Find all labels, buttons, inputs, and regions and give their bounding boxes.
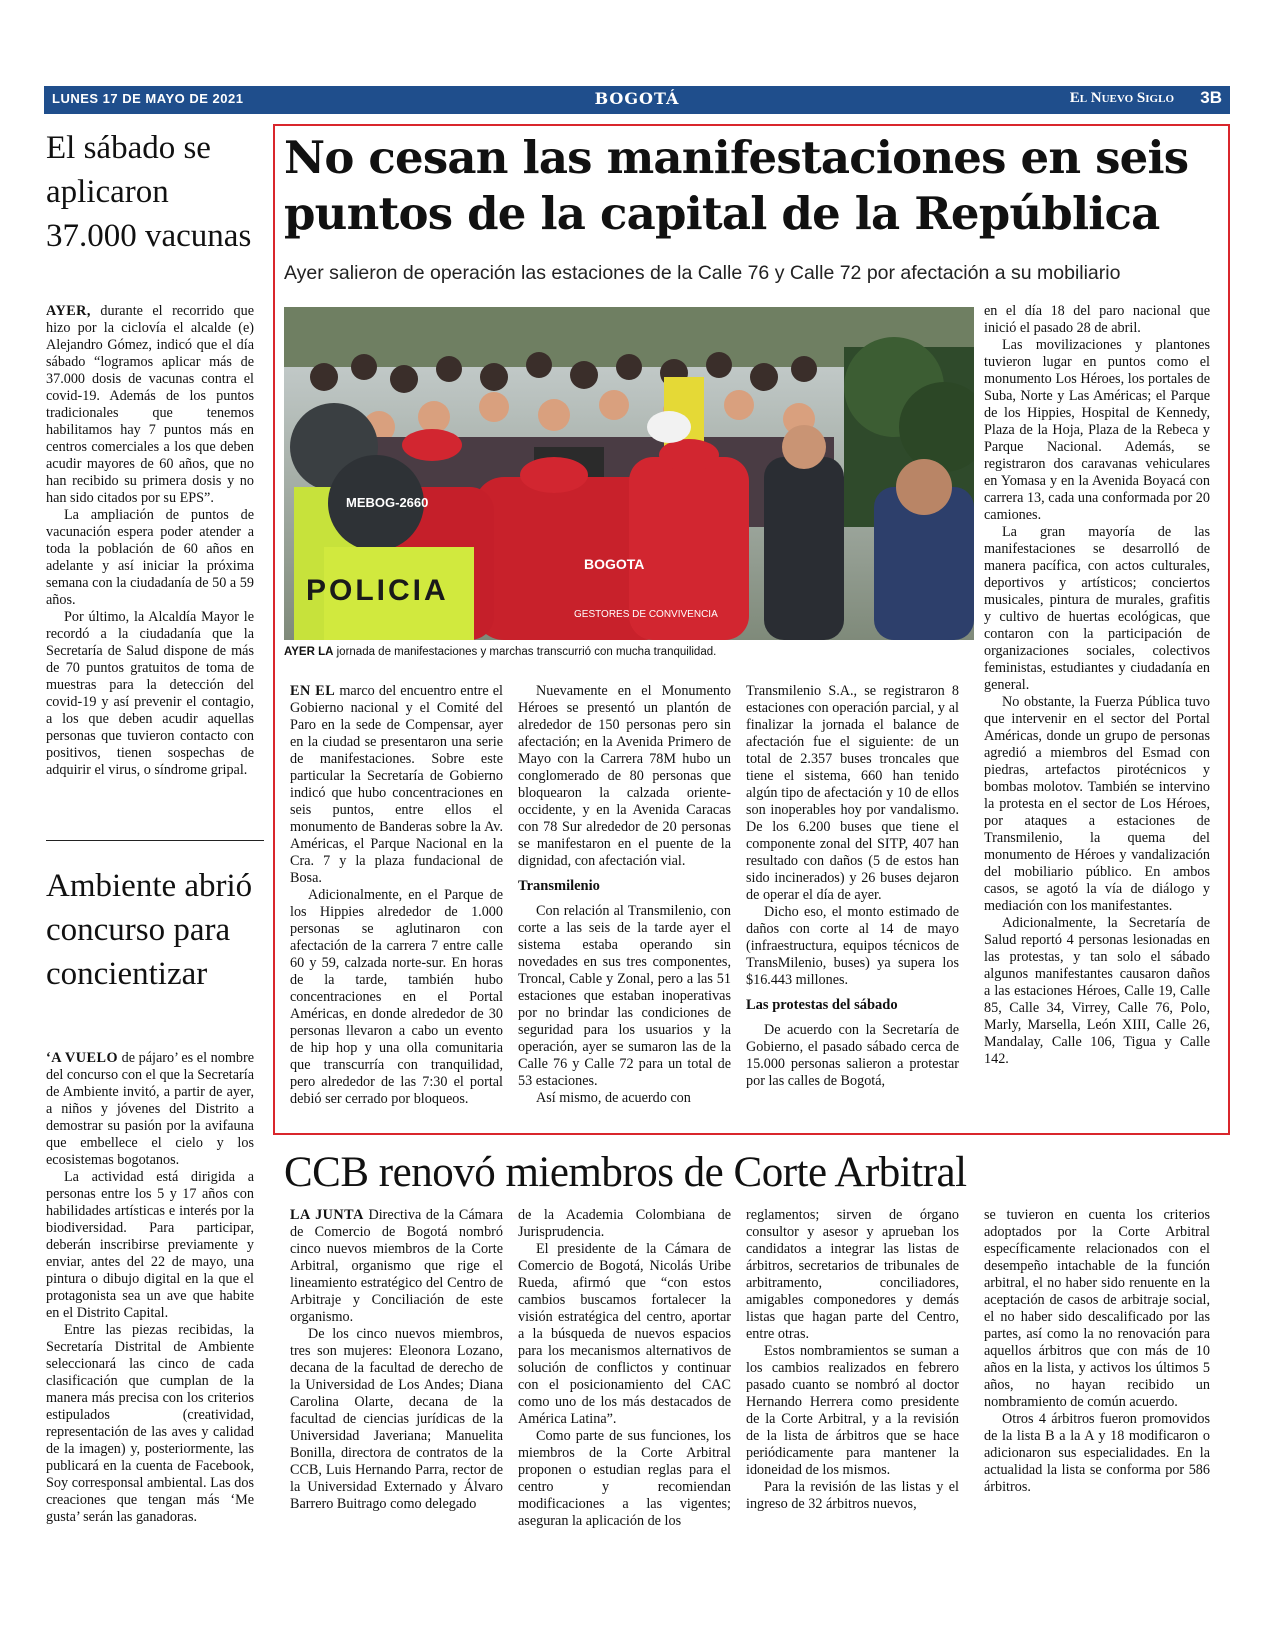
subhead-protestas: Las protestas del sábado — [746, 997, 898, 1013]
ccb-column-1 — [290, 1207, 503, 1513]
main-deck: Ayer salieron de operación las estaciones de la Calle 76 y Calle 72 por afectación a su mobiliario — [284, 262, 1121, 284]
caption-text: jornada de manifestaciones y marchas transcurrió con mucha tranquilidad. — [333, 646, 717, 658]
ccb-paragraph: Para la revisión de las listas y el ingreso de 32 árbitros nuevos, — [746, 1479, 959, 1512]
main-column-3 — [746, 683, 959, 1090]
main-paragraph: Adicionalmente, la Secretaría de Salud reportó 4 personas lesionadas en las protestas, y tan solo el sábado algunos manifestantes causaron daños a las estaciones Héroes, Calle 19, Calle 85, Calle 34, Virrey, Calle 76, Polo, Marly, Marsella, León XIII, Calle 26, Mandalay, Calle 106, Tigua y Calle 142. — [984, 915, 1210, 1067]
main-paragraph — [290, 683, 503, 887]
photo-caption — [284, 646, 974, 658]
section-name: BOGOTÁ — [594, 89, 680, 108]
main-column-4 — [984, 303, 1210, 1068]
main-paragraph: Dicho eso, el monto estimado de daños con corte al 14 de mayo (infraestructura, equipos técnicos de TransMilenio, buses) ya supera los $16.443 millones. — [746, 904, 959, 988]
main-paragraph: No obstante, la Fuerza Pública tuvo que intervenir en el sector del Portal Américas, donde un grupo de personas agredió a miembros del Esmad con piedras, artefactos pirotécnicos y bombas molotov. También se intervino la protesta en el sector de Los Héroes, por ataques a estaciones de Transmilenio, la quema del monumento de Héroes y vandalización del mobiliario público. En ambos casos, se agotó la vía de diálogo y mediación con los manifestantes. — [984, 694, 1210, 914]
main-paragraph: Las movilizaciones y plantones tuvieron lugar en puntos como el monumento Los Héroes, los portales de Suba, Norte y Las Américas; el Parque de los Hippies, Hospital de Kennedy, Plaza de la Hoja, Plaza de la Rebeca y Parque Nacional. Además, se registraron dos caravanas vehiculares en Yomasa y en la Avenida Boyacá con carrera 13, cada una conformada por 20 camiones. — [984, 337, 1210, 523]
ccb-column-4 — [984, 1207, 1210, 1496]
ccb-paragraph: Otros 4 árbitros fueron promovidos de la lista B a la A y 18 modificaron o adicionaron sus especialidades. En la actualidad la lista se conforma por 586 árbitros. — [984, 1411, 1210, 1495]
ccb-headline: CCB renovó miembros de Corte Arbitral — [284, 1149, 967, 1196]
ambiente-paragraph: Entre las piezas recibidas, la Secretaría Distrital de Ambiente seleccionará las cinco de cada clasificación que cumplan de la manera más precisa con los criterios estipulados (creatividad, representación de las aves y calidad de la imagen) y, posteriormente, las publicará en la cuenta de Facebook, Soy corresponsal ambiental. Las dos creaciones que tengan más ‘Me gusta’ serán las ganadoras. — [46, 1322, 254, 1525]
ccb-paragraph: de la Academia Colombiana de Jurisprudencia. — [518, 1207, 731, 1240]
ambiente-headline: Ambiente abrió concurso para concientizar — [46, 868, 253, 992]
main-paragraph: Así mismo, de acuerdo con — [536, 1090, 691, 1106]
jacket-label: BOGOTA — [584, 556, 645, 572]
main-paragraph: De acuerdo con la Secretaría de Gobierno, el pasado sábado cerca de 15.000 personas salieron a protestar por las calles de Bogotá, — [746, 1022, 959, 1089]
ccb-column-3 — [746, 1207, 959, 1513]
issue-date: LUNES 17 DE MAYO DE 2021 — [52, 91, 244, 106]
ambiente-lead: ‘A VUELO — [46, 1050, 119, 1066]
main-paragraph: en el día 18 del paro nacional que inició el pasado 28 de abril. — [984, 303, 1210, 336]
newspaper-name: El Nuevo Siglo — [1069, 90, 1174, 106]
subhead-transmilenio: Transmilenio — [518, 878, 600, 894]
vacunas-lead: AYER, — [46, 303, 91, 319]
main-text: marco del encuentro entre el Gobierno nacional y el Comité del Paro en la sede de Compensar, ayer en la ciudad se presentaron una serie de manifestaciones. Sobre este particular la Secretaría de Gobierno indicó que hubo concentraciones en seis puntos, entre ellos el monumento de Banderas sobre la Av. Américas, el Parque Nacional en la Cra. 7 y la plaza fundacional de Bosa. — [290, 683, 503, 886]
ccb-paragraph: El presidente de la Cámara de Comercio de Bogotá, Nicolás Uribe Rueda, afirmó que “con estos cambios buscamos fortalecer la visión estratégica del centro, aportar a la búsqueda de nuevos espacios para los mecanismos alternativos de solución de conflictos y continuar con el posicionamiento del CAC como uno de los más destacados de América Latina”. — [518, 1241, 731, 1427]
vacunas-text: durante el recorrido que hizo por la ciclovía el alcalde (e) Alejandro Gómez, indicó que el día sábado “logramos aplicar más de 37.000 dosis de vacunas contra el covid-19. Además de los puntos tradicionales que tenemos habilitamos hay 7 puntos más en centros comerciales a los que deben acudir mayores de 60 años, que no han recibido su primera dosis y no han sido citados por su EPS”. — [46, 303, 254, 506]
main-paragraph: Transmilenio S.A., se registraron 8 estaciones con operación parcial, y al finalizar la jornada el balance de afectación fue el siguiente: de un total de 2.357 buses troncales que tiene el sistema, 660 han tenido algún tipo de afectación y 10 de ellos son inoperables hoy por vandalismo. De los 6.200 buses que tiene el componente zonal del SITP, 407 han resultado con daños (5 de estos han sido incinerados) y 26 buses dejaron de operar el día de ayer. — [746, 683, 959, 903]
ccb-column-2 — [518, 1207, 731, 1530]
ccb-paragraph: De los cinco nuevos miembros, tres son mujeres: Eleonora Lozano, decana de la facultad de derecho de la Universidad de Los Andes; Diana Carolina Olarte, decana de la facultad de ciencias jurídicas de la Universidad Javeriana; Manuelita Bonilla, directora de contratos de la CCB, Luis Hernando Parra, rector de la Universidad Externado y Álvaro Barrero Buitrago como delegado — [290, 1326, 503, 1512]
ccb-paragraph: Estos nombramientos se suman a los cambios realizados en febrero pasado cuanto se nombró al doctor Hernando Herrera como presidente de la Corte Arbitral, y a la revisión de la lista de árbitros que se hace periódicamente para mantener la idoneidad de los mismos. — [746, 1343, 959, 1478]
vacunas-headline: El sábado se aplicaron 37.000 vacunas — [46, 130, 252, 254]
main-column-1 — [290, 683, 503, 1108]
ambiente-body — [46, 1050, 254, 1526]
vacunas-paragraph — [46, 303, 254, 507]
ccb-paragraph: reglamentos; sirven de órgano consultor y asesor y aprueban los candidatos a integrar las listas de árbitros, secretarios de tribunales de arbitramento, conciliadores, amigables componedores y demás listas que hagan parte del Centro, entre otras. — [746, 1207, 959, 1342]
ccb-paragraph — [290, 1207, 503, 1326]
caption-lead: AYER LA — [284, 646, 334, 658]
vacunas-paragraph: La ampliación de puntos de vacunación espera poder atender a toda la población de 60 años en adelante y así iniciar la próxima semana con la ciudadanía de 50 a 59 años. — [46, 507, 254, 608]
protest-photo-illustration — [284, 307, 974, 640]
protest-photo — [284, 307, 974, 640]
vest-label: POLICIA — [306, 574, 449, 607]
ambiente-paragraph: La actividad está dirigida a personas entre los 5 y 17 años con habilidades artísticas e interés por la biodiversidad. Para participar, deberán inscribirse previamente y enviar, antes del 22 de mayo, una pintura o dibujo digital en la que el protagonista sea un ave que habite en el Distrito Capital. — [46, 1169, 254, 1321]
page-number: 3B — [1200, 88, 1222, 107]
jacket-sublabel: GESTORES DE CONVIVENCIA — [574, 609, 718, 620]
main-paragraph: Con relación al Transmilenio, con corte a las seis de la tarde ayer el sistema estaba operando sin novedades en sus tres componentes, Troncal, Cable y Zonal, pero a las 51 estaciones que estaban inoperativas por no brindar las condiciones de seguridad para los usuarios y la operación, ayer se sumaron las de la Calle 76 y Calle 72 para un total de 53 estaciones. — [518, 903, 731, 1089]
masthead-bar — [44, 86, 1230, 114]
ccb-text: Directiva de la Cámara de Comercio de Bogotá nombró cinco nuevos miembros de la Corte Arbitral, organismo que rige el lineamiento estratégico del Centro de Arbitraje y Conciliación de este organismo. — [290, 1207, 503, 1325]
main-headline: No cesan las manifestaciones en seis puntos de la capital de la República — [284, 131, 1189, 240]
ccb-lead: LA JUNTA — [290, 1207, 364, 1223]
main-column-2 — [518, 683, 731, 1107]
ccb-paragraph: se tuvieron en cuenta los criterios adoptados por la Corte Arbitral específicamente relacionados con el desempeño intachable de la función arbitral, el no haber sido renuente en la aceptación de casos de arbitraje social, el no haber sido descalificado por las partes, así como la no renovación para aquellos árbitros que con más de 10 años en la lista, y activos los últimos 5 años, no hayan recibido un nombramiento de común acuerdo. — [984, 1207, 1210, 1410]
helmet-label: MEBOG-2660 — [346, 495, 429, 510]
ccb-paragraph: Como parte de sus funciones, los miembros de la Corte Arbitral proponen o estudian reglas para el centro y recomiendan modificaciones a las vigentes; aseguran la aplicación de los — [518, 1428, 731, 1529]
ambiente-paragraph — [46, 1050, 254, 1169]
main-lead: EN EL — [290, 683, 336, 699]
main-paragraph: Nuevamente en el Monumento Héroes se presentó un plantón de alrededor de 150 personas pero sin afectación; en la Avenida Primero de Mayo con la Carrera 78M hubo un conglomerado de 80 personas que bloquearon la calzada oriente-occidente, y en la Avenida Caracas con 78 Sur alrededor de 20 personas se manifestaron en el puente de la dignidad, con afectación vial. — [518, 683, 731, 869]
column-divider — [46, 840, 264, 841]
main-paragraph: La gran mayoría de las manifestaciones se desarrolló de manera pacífica, con actos culturales, deportivos y artísticos; conciertos musicales, pintura de murales, grafitis y cultivo de huertas ecológicas, que contaron con la participación de organizaciones sociales, colectivos feministas, estudiantes y ciudadanía en general. — [984, 524, 1210, 693]
vacunas-body — [46, 303, 254, 779]
ambiente-text: de pájaro’ es el nombre del concurso con el que la Secretaría de Ambiente invitó, a partir de ayer, a niños y jóvenes del Distrito a demostrar su pasión por la avifauna que embellece el cielo y los ecosistemas bogotanos. — [46, 1050, 255, 1168]
vacunas-paragraph: Por último, la Alcaldía Mayor le recordó a la ciudadanía que la Secretaría de Salud dispone de más de 70 puntos gratuitos de toma de muestras para la detección del covid-19 y así prevenir el contagio, a los que deben acudir aquellas personas que tuvieron contacto con positivos, tienen sospechas de adquirir el virus, o síndrome gripal. — [46, 609, 254, 778]
main-paragraph: Adicionalmente, en el Parque de los Hippies alrededor de 1.000 personas se aglutinaron con afectación de la carrera 7 entre calle 60 y 59, calzada norte-sur. En horas de la tarde, también hubo concentraciones en el Portal Américas, en donde alrededor de 30 personas llevaron a cabo un evento de hip hop y una olla comunitaria que transcurría con tranquilidad, pero alrededor de las 7:30 el portal debió ser cerrado por bloqueos. — [290, 887, 503, 1107]
